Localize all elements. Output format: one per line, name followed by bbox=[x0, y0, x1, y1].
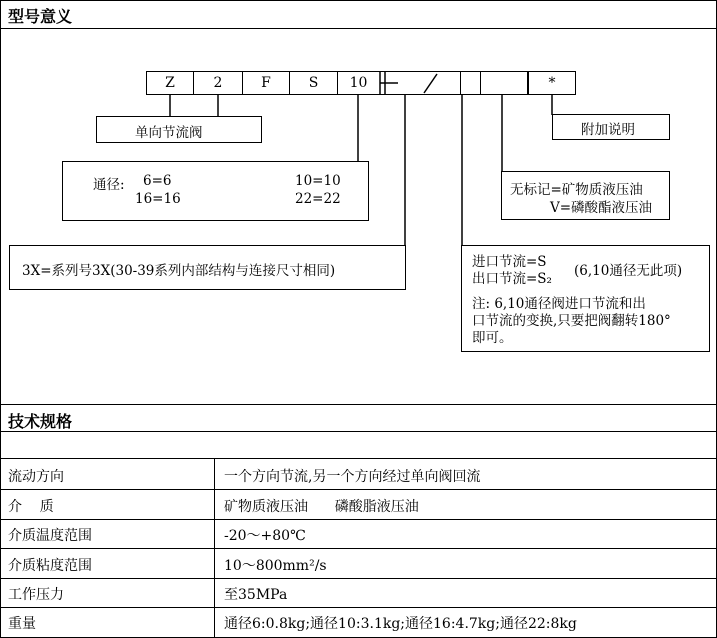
flow-note-text: (6,10通径无此项) bbox=[574, 263, 683, 279]
spec-label-pressure: 工作压力 bbox=[8, 587, 64, 603]
spec-label-temperature: 介质温度范围 bbox=[8, 528, 92, 544]
spec-row-divider-5 bbox=[0, 607, 717, 608]
note-line-3: 即可。 bbox=[472, 330, 513, 346]
spec-label-weight: 重量 bbox=[8, 616, 36, 632]
valve-name-box bbox=[96, 116, 262, 143]
note-line-2: 口节流的变换,只要把阀翻转180° bbox=[472, 313, 671, 329]
spec-value-temperature: -20～+80℃ bbox=[224, 528, 306, 544]
flow-in-text: 进口节流=S bbox=[472, 254, 547, 270]
diameter-box bbox=[62, 161, 369, 221]
media-box bbox=[501, 171, 670, 220]
code-cell-appendix: * bbox=[528, 71, 576, 95]
appendix-text: 附加说明 bbox=[581, 122, 635, 138]
spec-row-divider-2 bbox=[0, 519, 717, 520]
diameter-10: 10=10 bbox=[295, 173, 341, 189]
diameter-22: 22=22 bbox=[295, 191, 341, 207]
diameter-label: 通径: bbox=[93, 177, 125, 193]
code-cell-s: S bbox=[289, 71, 338, 95]
diameter-6: 6=6 bbox=[143, 173, 172, 189]
spec-table-top bbox=[0, 458, 717, 459]
spec-label-medium: 介 质 bbox=[8, 499, 54, 515]
spec-value-weight: 通径6:0.8kg;通径10:3.1kg;通径16:4.7kg;通径22:8kg bbox=[224, 616, 577, 632]
media-line-2: V=磷酸酯液压油 bbox=[550, 200, 653, 216]
section-title-spec: 技术规格 bbox=[8, 412, 73, 431]
flow-out-text: 出口节流=S₂ bbox=[472, 271, 552, 287]
spec-row-divider-1 bbox=[0, 489, 717, 490]
spec-column-divider bbox=[214, 458, 215, 638]
spec-value-flow-direction: 一个方向节流,另一个方向经过单向阀回流 bbox=[224, 469, 481, 485]
spec-title-divider bbox=[0, 431, 717, 432]
valve-name-text: 单向节流阀 bbox=[135, 125, 203, 141]
code-cell-z: Z bbox=[146, 71, 194, 95]
spec-section-top bbox=[0, 404, 717, 405]
section-title-model: 型号意义 bbox=[8, 7, 73, 26]
flow-box bbox=[461, 245, 710, 352]
spec-value-medium: 矿物质液压油 磷酸脂液压油 bbox=[224, 499, 419, 515]
spec-value-pressure: 至35MPa bbox=[224, 587, 288, 603]
series-text: 3X=系列号3X(30-39系列内部结构与连接尺寸相同) bbox=[22, 263, 336, 279]
spec-value-viscosity: 10～800mm²/s bbox=[224, 558, 327, 574]
code-cell-f: F bbox=[242, 71, 290, 95]
series-box bbox=[9, 245, 406, 290]
note-line-1: 注: 6,10通径阀进口节流和出 bbox=[472, 296, 646, 312]
spec-label-flow-direction: 流动方向 bbox=[8, 469, 64, 485]
media-line-1: 无标记=矿物质液压油 bbox=[510, 182, 643, 198]
appendix-box bbox=[552, 114, 670, 140]
code-cell-2: 2 bbox=[193, 71, 243, 95]
diameter-16: 16=16 bbox=[135, 191, 181, 207]
spec-row-divider-4 bbox=[0, 578, 717, 579]
spec-label-viscosity: 介质粘度范围 bbox=[8, 558, 92, 574]
spec-row-divider-3 bbox=[0, 548, 717, 549]
code-cell-10: 10 bbox=[337, 71, 380, 95]
